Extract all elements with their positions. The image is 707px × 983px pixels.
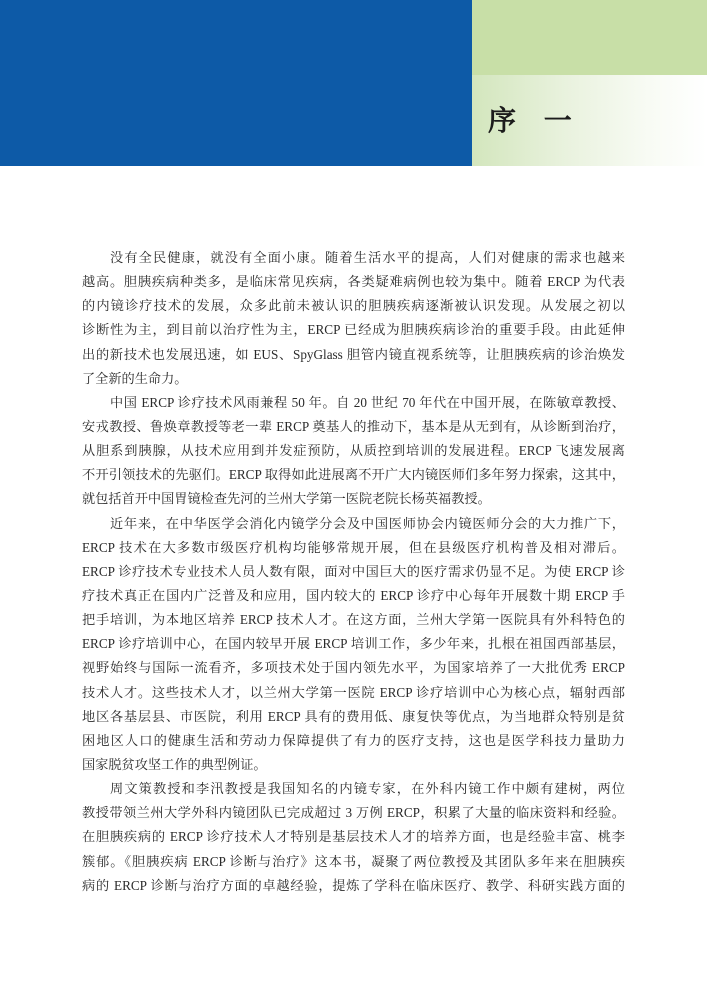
text-line: 困地区人口的健康生活和劳动力保障提供了有力的医疗支持，这也是医学科技力量助力	[82, 732, 625, 748]
text-line: 近年来，在中华医学会消化内镜学分会及中国医师协会内镜医师分会的大力推广下，	[110, 515, 625, 531]
text-line: 就包括首开中国胃镜检查先河的兰州大学第一医院老院长杨英福教授。	[82, 491, 491, 507]
text-line: 视野始终与国际一流看齐，多项技术处于国内领先水平，为国家培养了一大批优秀 ERCP	[82, 660, 625, 676]
text-line: 出的新技术也发展迅速，如 EUS、SpyGlass 胆管内镜直视系统等，让胆胰疾病的诊治焕发	[82, 346, 625, 362]
text-line: 不开引领技术的先驱们。ERCP 取得如此进展离不开广大内镜医师们多年努力探索，这其中，	[82, 467, 625, 483]
text-line: 周文策教授和李汛教授是我国知名的内镜专家，在外科内镜工作中颇有建树，两位	[110, 781, 625, 797]
text-line: ERCP 诊疗培训中心，在国内较早开展 ERCP 培训工作，多少年来，扎根在祖国西部基层，	[82, 636, 625, 652]
text-line: 在胆胰疾病的 ERCP 诊疗技术人才特别是基层技术人才的培养方面，也是经验丰富、桃李	[82, 829, 625, 845]
text-line: ERCP 技术在大多数市级医疗机构均能够常规开展，但在县级医疗机构普及相对滞后。	[82, 539, 625, 555]
text-line: 从胆系到胰腺，从技术应用到并发症预防，从质控到培训的发展进程。ERCP 飞速发展离	[82, 443, 625, 459]
paragraph	[82, 246, 625, 391]
text-line: 技术人才。这些技术人才，以兰州大学第一医院 ERCP 诊疗培训中心为核心点，辐射西部	[82, 684, 625, 700]
text-line: 国家脱贫攻坚工作的典型例证。	[82, 756, 267, 772]
paragraph	[82, 512, 625, 778]
text-line: ERCP 诊疗技术专业技术人员人数有限，面对中国巨大的医疗需求仍显不足。为使 ERCP 诊	[82, 563, 625, 579]
text-line: 的内镜诊疗技术的发展，众多此前未被认识的胆胰疾病逐渐被认识发现。从发展之初以	[82, 298, 625, 314]
text-line: 诊断性为主，到目前以治疗性为主，ERCP 已经成为胆胰疾病诊治的重要手段。由此延伸	[82, 322, 625, 338]
text-line: 没有全民健康，就没有全面小康。随着生活水平的提高，人们对健康的需求也越来	[110, 250, 625, 265]
header-blue-band	[0, 0, 472, 166]
page-title: 序 一	[488, 104, 572, 137]
header-green-band	[472, 0, 707, 75]
paragraph	[82, 777, 625, 898]
text-line: 病的 ERCP 诊断与治疗方面的卓越经验，提炼了学科在临床医疗、教学、科研实践方面的	[82, 877, 625, 893]
text-line: 教授带领兰州大学外科内镜团队已完成超过 3 万例 ERCP，积累了大量的临床资料和经验。	[82, 805, 625, 821]
body-text	[82, 246, 625, 898]
text-line: 簇郁。《胆胰疾病 ERCP 诊断与治疗》这本书，凝聚了两位教授及其团队多年来在胆胰疾	[82, 853, 625, 869]
text-line: 地区各基层县、市医院，利用 ERCP 具有的费用低、康复快等优点，为当地群众特别是贫	[82, 708, 625, 724]
text-line: 把手培训，为本地区培养 ERCP 技术人才。在这方面，兰州大学第一医院具有外科特色的	[82, 612, 625, 628]
text-line: 疗技术真正在国内广泛普及和应用，国内较大的 ERCP 诊疗中心每年开展数十期 ERCP 手	[82, 587, 625, 603]
paragraph	[82, 391, 625, 512]
text-line: 安戎教授、鲁焕章教授等老一辈 ERCP 奠基人的推动下，基本是从无到有，从诊断到治疗，	[82, 418, 625, 434]
text-line: 中国 ERCP 诊疗技术风雨兼程 50 年。自 20 世纪 70 年代在中国开展，在陈敏章教授、	[110, 394, 625, 410]
text-line: 越高。胆胰疾病种类多，是临床常见疾病，各类疑难病例也较为集中。随着 ERCP 为代表	[82, 274, 625, 290]
text-line: 了全新的生命力。	[82, 370, 188, 386]
